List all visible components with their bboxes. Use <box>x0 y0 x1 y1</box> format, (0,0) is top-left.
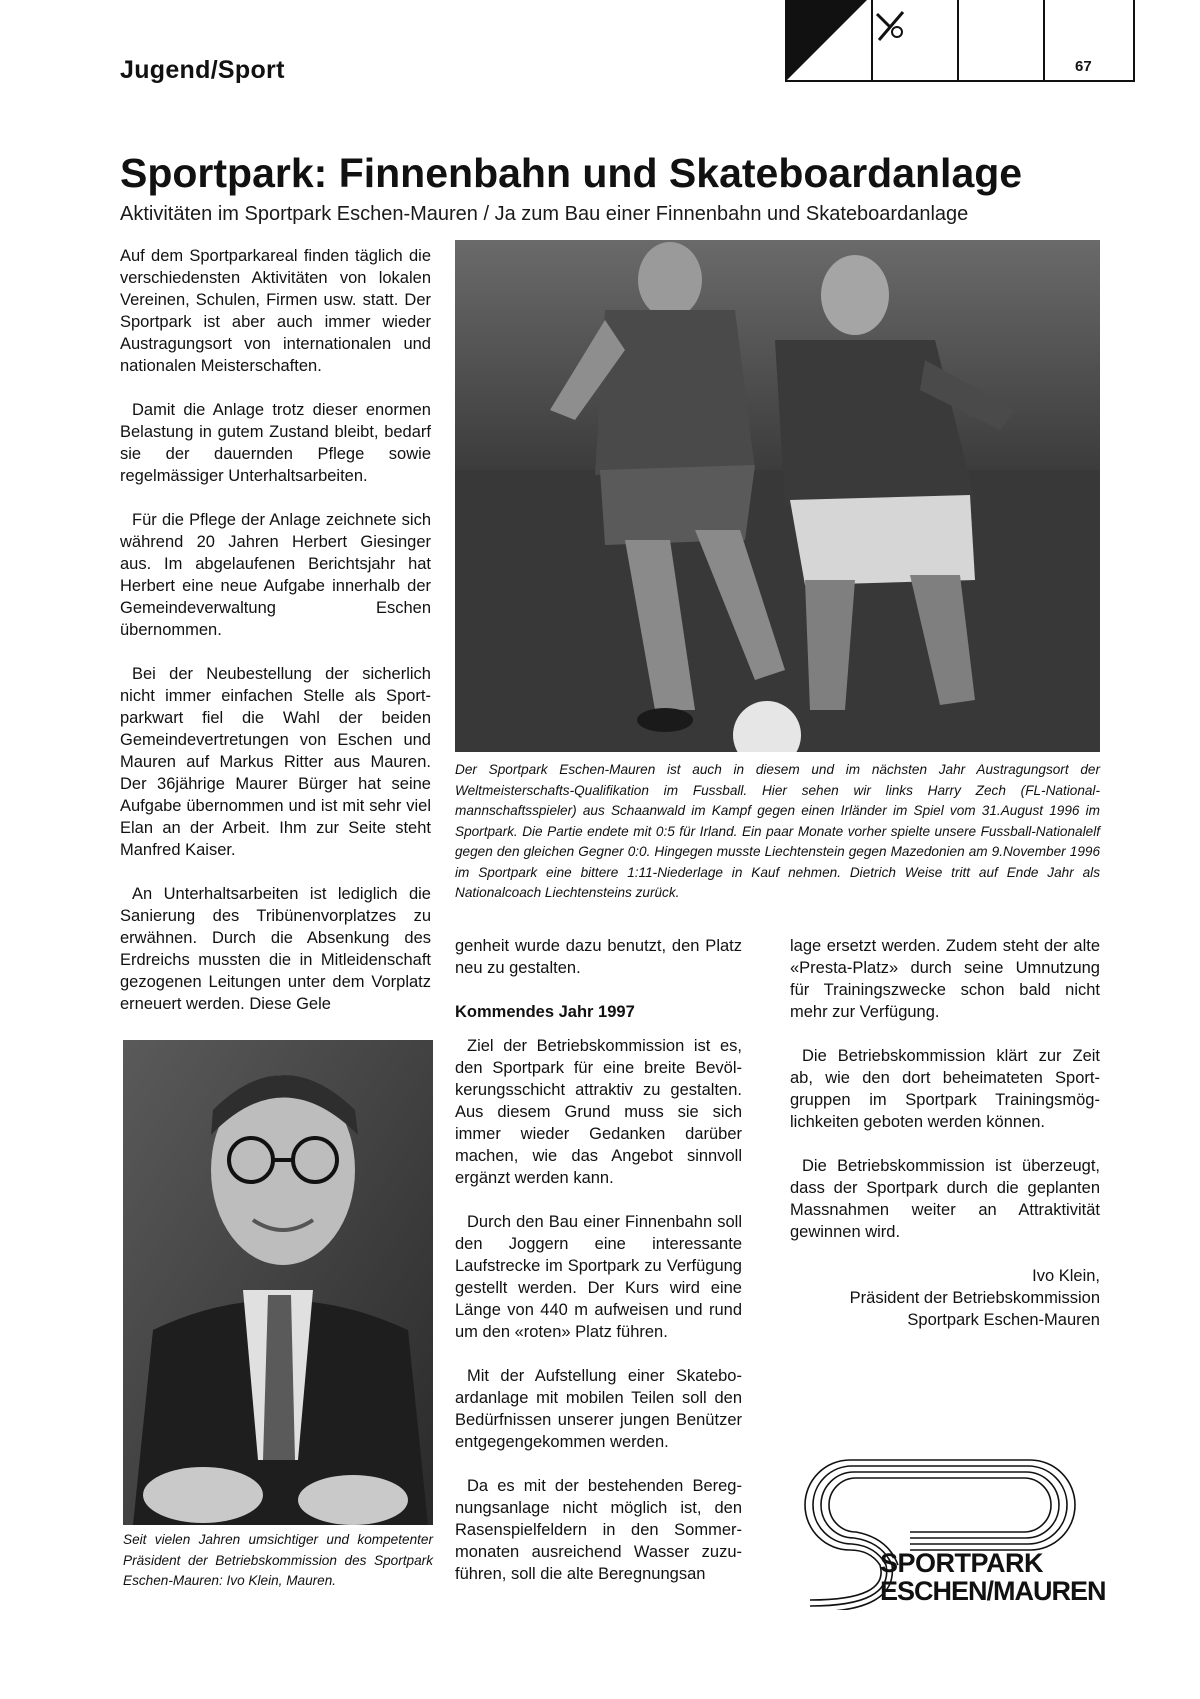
sportpark-logo <box>790 1450 1106 1610</box>
signature-org: Sportpark Eschen-Mauren <box>907 1311 1100 1329</box>
paragraph: An Unterhaltsarbeiten ist lediglich die Sanierung des Tribünenvorplatzes zu erwähnen. Durch die Absenkung des Erdreichs mussten die in Mitleidenschaft gezogenen Leitungen unter dem Vorplatz erneuert werden. Diese Gele <box>120 885 431 1013</box>
paragraph: Auf dem Sportparkareal finden täglich die verschiedensten Aktivitäten von lokalen Vereinen, Schulen, Firmen usw. statt. Der Sportpark ist aber auch immer wieder Austragungsort von internationalen und nationalen Meisterschaften. <box>120 247 431 375</box>
signature-role: Präsident der Betriebskommission <box>849 1289 1100 1307</box>
paragraph: Ziel der Betriebskommission ist es, den Sportpark für eine breite Bevölkerungsschicht attraktiv zu gestalten. Aus diesem Grund muss sie sich immer wieder Gedanken darüber machen, wie das Angebot sinnvoll ergänzt werden kann. <box>455 1037 742 1187</box>
portrait-photo <box>123 1040 433 1525</box>
signature <box>790 1265 1100 1331</box>
article-title: Sportpark: Finnenbahn und Skateboardanlage <box>120 150 1023 196</box>
sports-emblem-icon <box>873 6 913 46</box>
portrait-photo-caption: Seit vielen Jahren umsichtiger und kompetenter Präsident der Betriebskommission des Sportpark Eschen-Mauren: Ivo Klein, Mauren. <box>123 1532 433 1588</box>
paragraph: genheit wurde dazu benutzt, den Platz neu zu gestalten. <box>455 937 742 977</box>
logo-line-1: SPORTPARK <box>880 1548 1044 1578</box>
football-photo-image <box>455 240 1100 752</box>
paragraph: Da es mit der bestehenden Beregnungsanlage nicht möglich ist, den Rasenspielfeldern in den Sommermonaten ausreichend Wasser zuzuführen, soll die alte Beregnungsan <box>455 1477 742 1583</box>
page-number: 67 <box>1075 58 1092 75</box>
column-1 <box>120 245 431 1015</box>
paragraph: Die Betriebskommission klärt zur Zeit ab, wie den dort beheimateten Sportgruppen im Sportpark Trainingsmöglichkeiten geboten werden können. <box>790 1047 1100 1131</box>
paragraph: Für die Pflege der Anlage zeichnete sich während 20 Jahren Herbert Giesinger aus. Im abgelaufenen Berichtsjahr hat Herbert eine neue Aufgabe innerhalb der Gemeindeverwaltung Eschen übernommen. <box>120 511 431 639</box>
column-2 <box>455 935 742 1585</box>
portrait-photo-image <box>123 1040 433 1525</box>
section-heading: Kommendes Jahr 1997 <box>455 1003 635 1021</box>
paragraph: Bei der Neubestellung der sicherlich nicht immer einfachen Stelle als Sportparkwart fiel die Wahl der beiden Gemeindevertretungen von Eschen und Mauren auf Markus Ritter aus Mauren. Der 36jährige Maurer Bürger hat seine Aufgabe übernommen und ist mit sehr viel Elan an der Arbeit. Ihm zur Seite steht Manfred Kaiser. <box>120 665 431 859</box>
header-triangle <box>787 0 867 80</box>
paragraph: Mit der Aufstellung einer Skateboardanlage mit mobilen Teilen soll den Bedürfnissen unserer jungen Benützer entgegengekommen werden. <box>455 1367 742 1451</box>
section-label: Jugend/Sport <box>120 56 285 84</box>
header-grid <box>785 0 1135 82</box>
signature-name: Ivo Klein, <box>1032 1267 1100 1285</box>
football-photo <box>455 240 1100 752</box>
paragraph: Damit die Anlage trotz dieser enormen Belastung in gutem Zustand bleibt, bedarf sie der dauernden Pflege sowie regelmässiger Unterhaltsarbeiten. <box>120 401 431 485</box>
article-subtitle: Aktivitäten im Sportpark Eschen-Mauren / Ja zum Bau einer Finnenbahn und Skateboardanlage <box>120 203 969 225</box>
column-3 <box>790 935 1100 1331</box>
football-photo-caption: Der Sportpark Eschen-Mauren ist auch in diesem und im nächsten Jahr Austragungsort der Weltmeisterschafts-Qualifikation im Fussball. Hier sehen wir links Harry Zech (FL-Nationalmannschaftsspieler) aus Schaanwald im Kampf gegen einen Irländer im Spiel vom 31.August 1996 im Sportpark. Die Partie endete mit 0:5 für Irland. Ein paar Monate vorher spielte unsere Fussball-Nationalelf gegen den gleichen Gegner 0:0. Hingegen musste Liechtenstein gegen Mazedonien am 9.November 1996 im Sportpark eine bittere 1:11-Niederlage in Kauf nehmen. Dietrich Weise tritt auf Ende Jahr als Nationalcoach Liechtensteins zurück. <box>455 762 1100 900</box>
paragraph: lage ersetzt werden. Zudem steht der alte «Presta-Platz» durch seine Umnutzung für Trainingszwecke schon bald nicht mehr zur Verfügung. <box>790 937 1100 1021</box>
paragraph: Die Betriebskommission ist überzeugt, dass der Sportpark durch die geplanten Massnahmen weiter an Attraktivität gewinnen wird. <box>790 1157 1100 1241</box>
logo-line-2: ESCHEN/MAUREN <box>880 1576 1106 1606</box>
paragraph: Durch den Bau einer Finnenbahn soll den Joggern eine interessante Laufstrecke im Sportpark zu Verfügung gestellt werden. Der Kurs wird eine Länge von 440 m aufweisen und rund um den «roten» Platz führen. <box>455 1213 742 1341</box>
